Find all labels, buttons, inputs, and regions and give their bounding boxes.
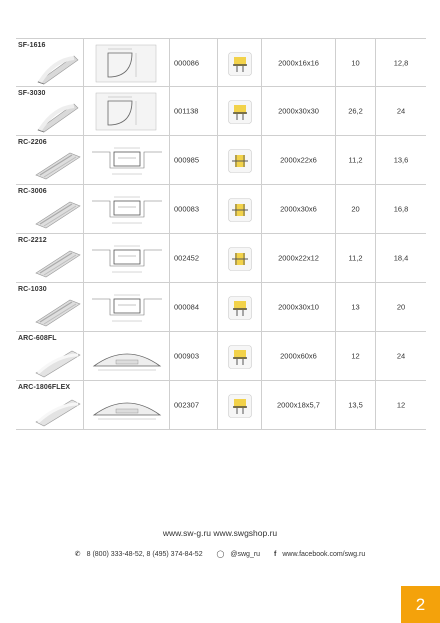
led-cell — [218, 332, 262, 380]
weight-cell — [336, 381, 376, 429]
product-photo-cell — [16, 87, 84, 135]
product-code: 002307 — [174, 400, 200, 410]
code-cell — [170, 234, 218, 282]
led-cell — [218, 234, 262, 282]
product-name: ARC-608FL — [18, 335, 57, 342]
instagram-contact[interactable] — [214, 551, 264, 558]
price-cell — [376, 87, 426, 135]
product-dimensions: 2000x30x10 — [278, 302, 319, 312]
led-type-icon — [228, 100, 252, 124]
profile-photo-image — [34, 247, 82, 281]
code-cell — [170, 39, 218, 86]
code-cell — [170, 136, 218, 184]
led-cell — [218, 136, 262, 184]
weight-cell — [336, 332, 376, 380]
product-price: 24 — [396, 351, 406, 361]
price-cell — [376, 332, 426, 380]
profile-photo-image — [34, 100, 82, 134]
product-weight: 10 — [351, 58, 360, 67]
instagram-handle: @swg_ru — [230, 551, 261, 558]
table-row — [16, 381, 426, 430]
page-number-badge: 2 — [401, 586, 440, 623]
product-code: 000084 — [174, 302, 200, 312]
led-type-icon — [228, 296, 252, 320]
drawing-cell — [84, 39, 170, 86]
price-cell — [376, 185, 426, 233]
dimensions-cell — [262, 185, 336, 233]
weight-cell — [336, 234, 376, 282]
drawing-cell — [84, 234, 170, 282]
profile-drawing-image — [88, 287, 166, 328]
footer-websites[interactable]: www.sw-g.ru www.swgshop.ru — [162, 528, 278, 538]
dimensions-cell — [262, 381, 336, 429]
product-price: 20 — [396, 302, 406, 312]
product-photo-cell — [16, 136, 84, 184]
product-price: 16,8 — [393, 204, 409, 214]
table-row — [16, 332, 426, 381]
led-type-icon — [228, 394, 252, 418]
table-row — [16, 87, 426, 136]
product-code: 000903 — [174, 351, 200, 361]
price-cell — [376, 136, 426, 184]
product-code: 001138 — [174, 106, 199, 116]
product-price: 12 — [396, 400, 406, 410]
profile-photo-image — [34, 149, 82, 183]
led-type-icon — [228, 149, 252, 173]
product-name: RC-1030 — [18, 286, 47, 293]
product-photo-cell — [16, 185, 84, 233]
profile-drawing-image — [88, 140, 166, 181]
led-type-icon — [228, 198, 252, 222]
code-cell — [170, 381, 218, 429]
product-weight: 26,2 — [348, 106, 363, 116]
table-row — [16, 234, 426, 283]
led-type-icon — [228, 345, 252, 369]
product-weight: 13,5 — [348, 400, 363, 410]
product-code: 000086 — [174, 58, 200, 67]
drawing-cell — [84, 283, 170, 331]
price-cell — [376, 283, 426, 331]
product-photo-cell — [16, 332, 84, 380]
code-cell — [170, 185, 218, 233]
profile-drawing-image — [88, 43, 166, 84]
product-name: RC-2212 — [18, 237, 47, 244]
table-row — [16, 136, 426, 185]
product-dimensions: 2000x30x6 — [280, 204, 317, 214]
led-cell — [218, 381, 262, 429]
phone-contact[interactable] — [72, 551, 206, 558]
price-cell — [376, 381, 426, 429]
product-photo-cell — [16, 234, 84, 282]
footer-contacts — [0, 550, 440, 558]
facebook-icon: f — [274, 551, 277, 558]
product-dimensions: 2000x30x30 — [278, 106, 319, 116]
table-row — [16, 185, 426, 234]
product-photo-cell — [16, 283, 84, 331]
product-weight: 13 — [351, 302, 360, 312]
product-code: 000985 — [174, 155, 200, 165]
profile-photo-image — [34, 52, 82, 86]
weight-cell — [336, 185, 376, 233]
dimensions-cell — [262, 136, 336, 184]
table-row — [16, 283, 426, 332]
led-type-icon — [228, 247, 252, 271]
product-dimensions: 2000x16x16 — [278, 58, 319, 67]
profile-photo-image — [34, 198, 82, 232]
dimensions-cell — [262, 332, 336, 380]
led-cell — [218, 87, 262, 135]
dimensions-cell — [262, 87, 336, 135]
drawing-cell — [84, 332, 170, 380]
product-name: SF-1616 — [18, 42, 46, 49]
profile-drawing-image — [88, 385, 166, 426]
product-price: 18,4 — [393, 253, 409, 263]
weight-cell — [336, 283, 376, 331]
led-cell — [218, 185, 262, 233]
weight-cell — [336, 39, 376, 86]
drawing-cell — [84, 381, 170, 429]
product-dimensions: 2000x18x5,7 — [277, 400, 320, 410]
product-name: RC-2206 — [18, 139, 47, 146]
table-row — [16, 38, 426, 87]
product-name: ARC-1806FLEX — [18, 384, 71, 391]
drawing-cell — [84, 136, 170, 184]
dimensions-cell — [262, 283, 336, 331]
product-table — [16, 38, 426, 430]
phone-icon: ✆ — [74, 551, 81, 558]
led-cell — [218, 39, 262, 86]
product-name: RC-3006 — [18, 188, 47, 195]
product-dimensions: 2000x22x6 — [280, 155, 317, 165]
profile-photo-image — [34, 296, 82, 330]
product-code: 002452 — [174, 253, 200, 263]
code-cell — [170, 332, 218, 380]
profile-drawing-image — [88, 189, 166, 230]
product-photo-cell — [16, 381, 84, 429]
product-weight: 11,2 — [348, 155, 363, 165]
facebook-url: www.facebook.com/swg.ru — [282, 551, 366, 558]
led-type-icon — [228, 52, 252, 76]
phone-numbers: 8 (800) 333-48-52, 8 (495) 374-84-52 — [86, 551, 203, 558]
product-price: 12,8 — [393, 58, 409, 67]
product-price: 24 — [396, 106, 406, 116]
product-dimensions: 2000x60x6 — [280, 351, 317, 361]
weight-cell — [336, 136, 376, 184]
drawing-cell — [84, 87, 170, 135]
product-name: SF-3030 — [18, 90, 46, 97]
product-code: 000083 — [174, 204, 200, 214]
profile-drawing-image — [88, 91, 166, 132]
product-dimensions: 2000x22x12 — [278, 253, 319, 263]
profile-drawing-image — [88, 336, 166, 377]
product-price: 13,6 — [393, 155, 409, 165]
code-cell — [170, 87, 218, 135]
product-weight: 11,2 — [348, 253, 363, 263]
dimensions-cell — [262, 39, 336, 86]
product-photo-cell — [16, 39, 84, 86]
dimensions-cell — [262, 234, 336, 282]
profile-photo-image — [34, 394, 82, 428]
product-weight: 20 — [351, 204, 360, 214]
led-cell — [218, 283, 262, 331]
profile-drawing-image — [88, 238, 166, 279]
drawing-cell — [84, 185, 170, 233]
profile-photo-image — [34, 345, 82, 379]
price-cell — [376, 39, 426, 86]
price-cell — [376, 234, 426, 282]
instagram-icon: ◯ — [216, 551, 225, 558]
weight-cell — [336, 87, 376, 135]
product-weight: 12 — [351, 351, 360, 361]
facebook-contact[interactable] — [271, 551, 368, 558]
code-cell — [170, 283, 218, 331]
